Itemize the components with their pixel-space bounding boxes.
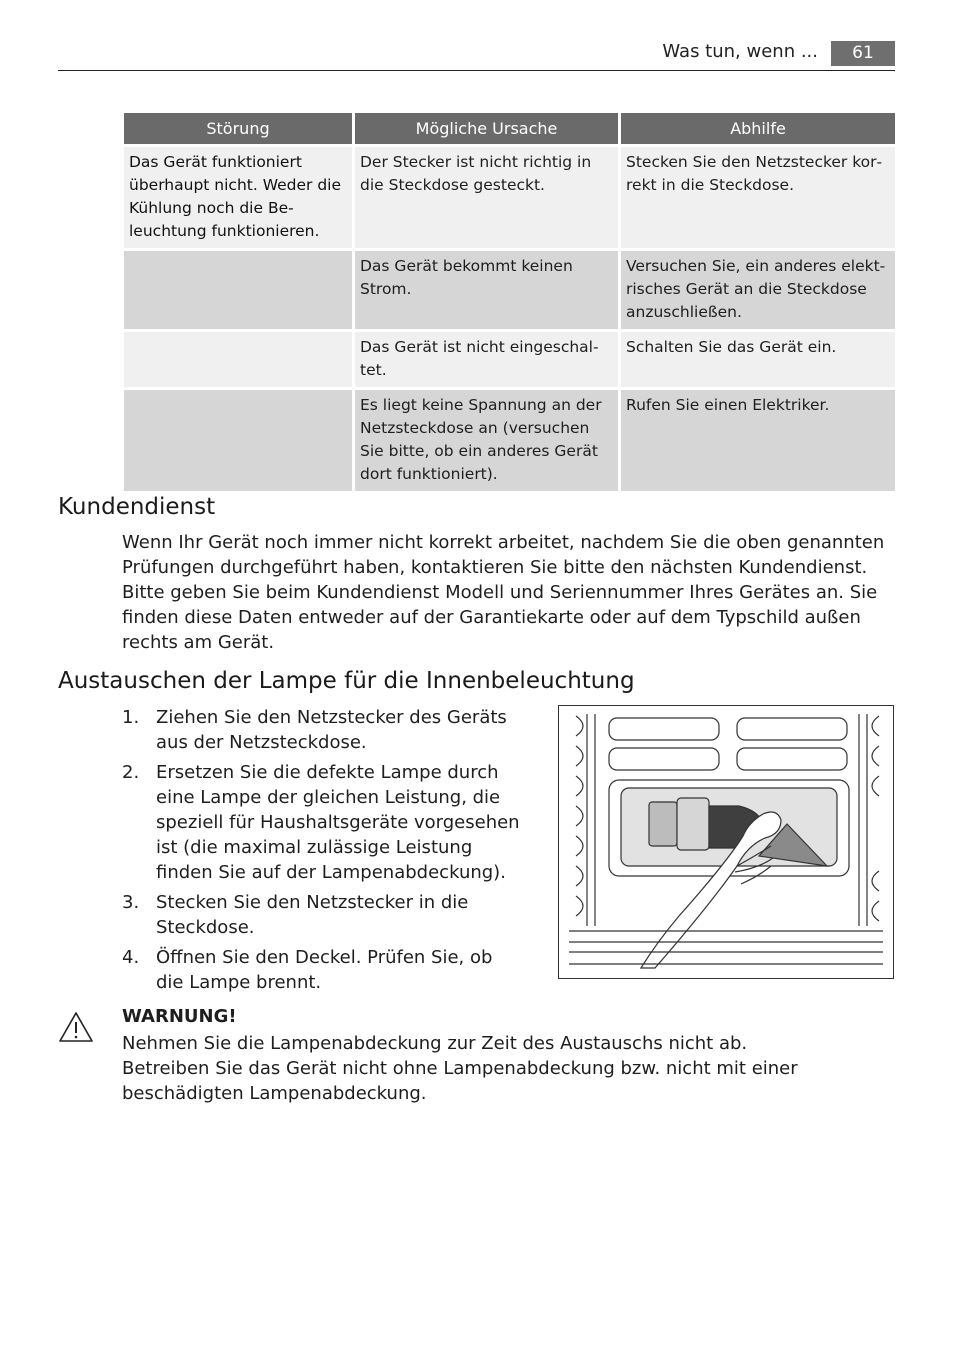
step-number: 1. xyxy=(122,707,140,728)
cause-cell: Es liegt keine Spannung an der Netzsteckdose an (versuchen Sie bitte, ob ein anderes Gerät dort funktioniert). xyxy=(355,390,618,491)
cause-cell: Das Gerät ist nicht eingeschaltet. xyxy=(355,332,618,387)
step-number: 3. xyxy=(122,892,140,913)
problem-cell xyxy=(124,332,352,387)
kundendienst-paragraph-1: Wenn Ihr Gerät noch immer nicht korrekt arbeitet, nachdem Sie die oben genannten Prüfungen durchgeführt haben, kontaktieren Sie bitte den nächsten Kundendienst. xyxy=(122,532,885,578)
step-text: Ersetzen Sie die defekte Lampe durch eine Lampe der gleichen Leistung, die speziell für Haushaltsgeräte vorgesehen ist (die maximal zulässige Leistung finden Sie auf der Lampenabdeckung). xyxy=(156,762,520,883)
remedy-cell: Rufen Sie einen Elektriker. xyxy=(621,390,895,491)
problem-cell xyxy=(124,390,352,491)
remedy-cell: Stecken Sie den Netzstecker korrekt in die Steckdose. xyxy=(621,147,895,248)
kundendienst-heading: Kundendienst xyxy=(58,494,216,520)
step-number: 4. xyxy=(122,947,140,968)
step-text: Stecken Sie den Netzstecker in die Steckdose. xyxy=(156,892,469,938)
step-text: Öffnen Sie den Deckel. Prüfen Sie, ob die Lampe brennt. xyxy=(156,947,493,993)
page-number: 61 xyxy=(831,41,895,66)
table-row xyxy=(124,332,895,387)
cause-cell: Der Stecker ist nicht richtig in die Steckdose gesteckt. xyxy=(355,147,618,248)
table-row xyxy=(124,251,895,329)
lamp-heading: Austauschen der Lampe für die Innenbeleuchtung xyxy=(58,668,635,694)
lamp-steps-list xyxy=(122,705,522,1000)
column-header: Störung xyxy=(124,113,352,144)
warning-title: WARNUNG! xyxy=(122,1006,237,1027)
list-item xyxy=(122,945,522,995)
table-row xyxy=(124,390,895,491)
problem-cell: Das Gerät funktioniert überhaupt nicht. Weder die Kühlung noch die Beleuchtung funktionieren. xyxy=(124,147,352,248)
lamp-replacement-illustration xyxy=(558,705,894,979)
warning-line: Betreiben Sie das Gerät nicht ohne Lampenabdeckung bzw. nicht mit einer beschädigten Lampenabdeckung. xyxy=(122,1058,798,1104)
column-header: Abhilfe xyxy=(621,113,895,144)
step-number: 2. xyxy=(122,762,140,783)
problem-cell xyxy=(124,251,352,329)
table-row xyxy=(124,147,895,248)
hand-lamp-drawing xyxy=(559,706,893,978)
kundendienst-paragraph-2: Bitte geben Sie beim Kundendienst Modell und Seriennummer Ihres Gerätes an. Sie finden diese Daten entweder auf der Garantiekarte oder auf dem Typschild außen rechts am Gerät. xyxy=(122,582,878,653)
warning-icon xyxy=(58,1011,94,1043)
column-header: Mögliche Ursache xyxy=(355,113,618,144)
step-text: Ziehen Sie den Netzstecker des Geräts aus der Netzsteckdose. xyxy=(156,707,507,753)
remedy-cell: Schalten Sie das Gerät ein. xyxy=(621,332,895,387)
list-item xyxy=(122,705,522,755)
list-item xyxy=(122,890,522,940)
troubleshooting-table xyxy=(121,110,898,494)
warning-line: Nehmen Sie die Lampenabdeckung zur Zeit des Austauschs nicht ab. xyxy=(122,1033,748,1054)
remedy-cell: Versuchen Sie, ein anderes elektrisches Gerät an die Steckdose anzuschließen. xyxy=(621,251,895,329)
cause-cell: Das Gerät bekommt keinen Strom. xyxy=(355,251,618,329)
warning-body xyxy=(122,1031,896,1106)
list-item xyxy=(122,760,522,885)
header-divider xyxy=(58,70,895,71)
table-header-row xyxy=(124,113,895,144)
section-title: Was tun, wenn ... xyxy=(662,41,818,62)
